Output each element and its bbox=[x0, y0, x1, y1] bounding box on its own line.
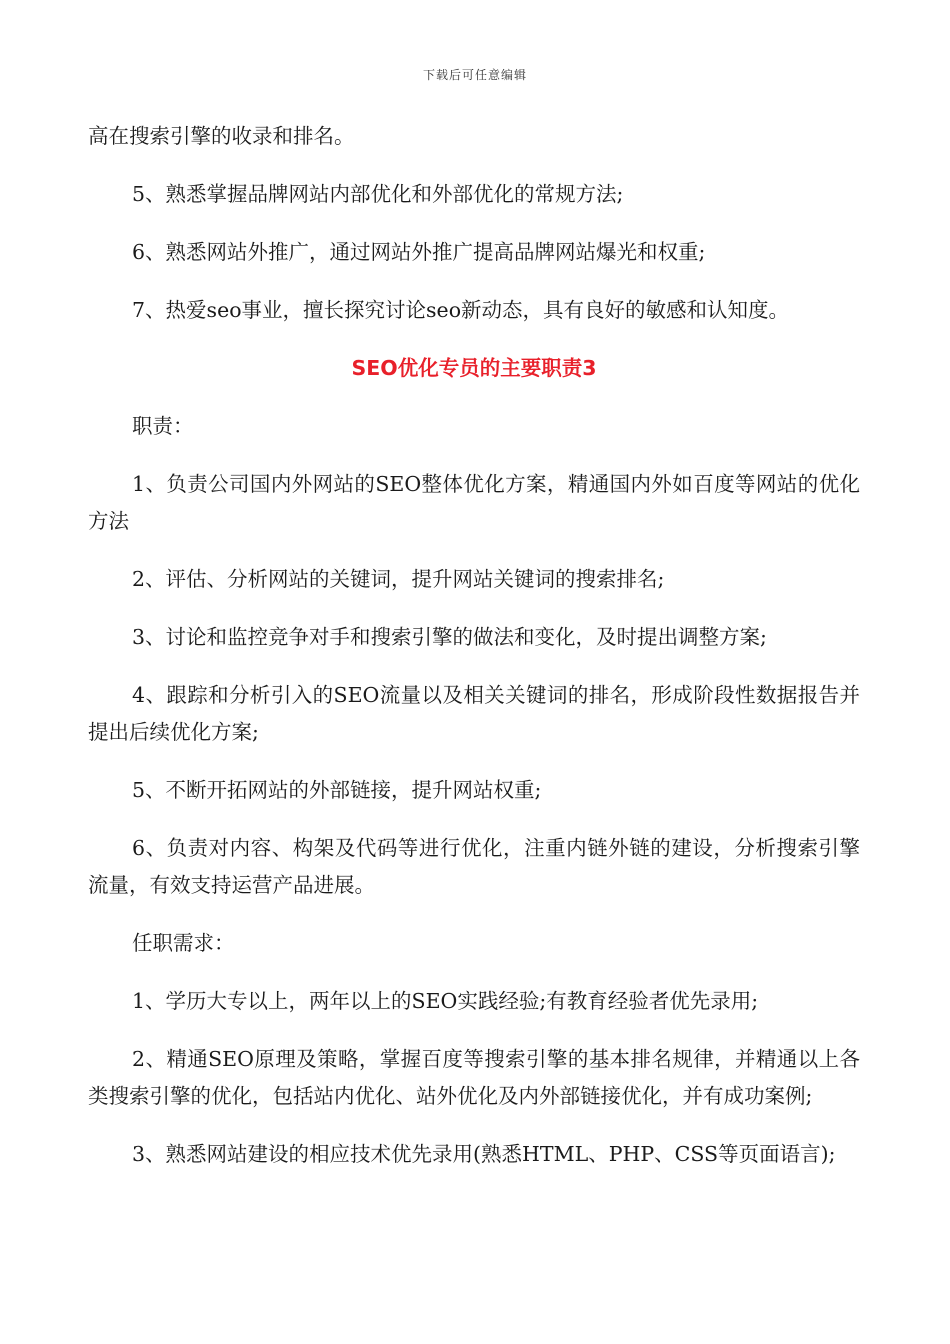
duties-label: 职责： bbox=[132, 414, 194, 438]
document-body bbox=[88, 118, 860, 1173]
duty-item: 6、负责对内容、构架及代码等进行优化，注重内链外链的建设，分析搜索引擎流量，有效支持运营产品进展。 bbox=[88, 836, 860, 897]
requirement-item: 2、精通SEO原理及策略，掌握百度等搜索引擎的基本排名规律，并精通以上各类搜索引擎的优化，包括站内优化、站外优化及内外部链接优化，并有成功案例; bbox=[88, 1047, 860, 1108]
paragraph-item-6: 6、熟悉网站外推广，通过网站外推广提高品牌网站爆光和权重; bbox=[132, 240, 706, 264]
requirements-label: 任职需求： bbox=[132, 931, 235, 955]
requirement-item: 3、熟悉网站建设的相应技术优先录用(熟悉HTML、PHP、CSS等页面语言); bbox=[132, 1142, 836, 1166]
header-note: 下载后可任意编辑 bbox=[422, 68, 527, 82]
requirement-item: 1、学历大专以上，两年以上的SEO实践经验;有教育经验者优先录用; bbox=[132, 989, 759, 1013]
duty-item: 4、跟踪和分析引入的SEO流量以及相关关键词的排名，形成阶段性数据报告并提出后续优化方案; bbox=[88, 683, 860, 744]
duty-item: 3、讨论和监控竞争对手和搜索引擎的做法和变化，及时提出调整方案; bbox=[132, 625, 767, 649]
section-heading: SEO优化专员的主要职责3 bbox=[351, 356, 597, 380]
paragraph-item-7: 7、热爱seo事业，擅长探究讨论seo新动态，具有良好的敏感和认知度。 bbox=[132, 298, 790, 322]
duty-item: 2、评估、分析网站的关键词，提升网站关键词的搜索排名; bbox=[132, 567, 665, 591]
paragraph-item-5: 5、熟悉掌握品牌网站内部优化和外部优化的常规方法; bbox=[132, 182, 624, 206]
duty-item: 5、不断开拓网站的外部链接，提升网站权重; bbox=[132, 778, 542, 802]
duty-item: 1、负责公司国内外网站的SEO整体优化方案，精通国内外如百度等网站的优化方法 bbox=[88, 472, 860, 533]
paragraph-continuation: 高在搜索引擎的收录和排名。 bbox=[88, 124, 355, 148]
